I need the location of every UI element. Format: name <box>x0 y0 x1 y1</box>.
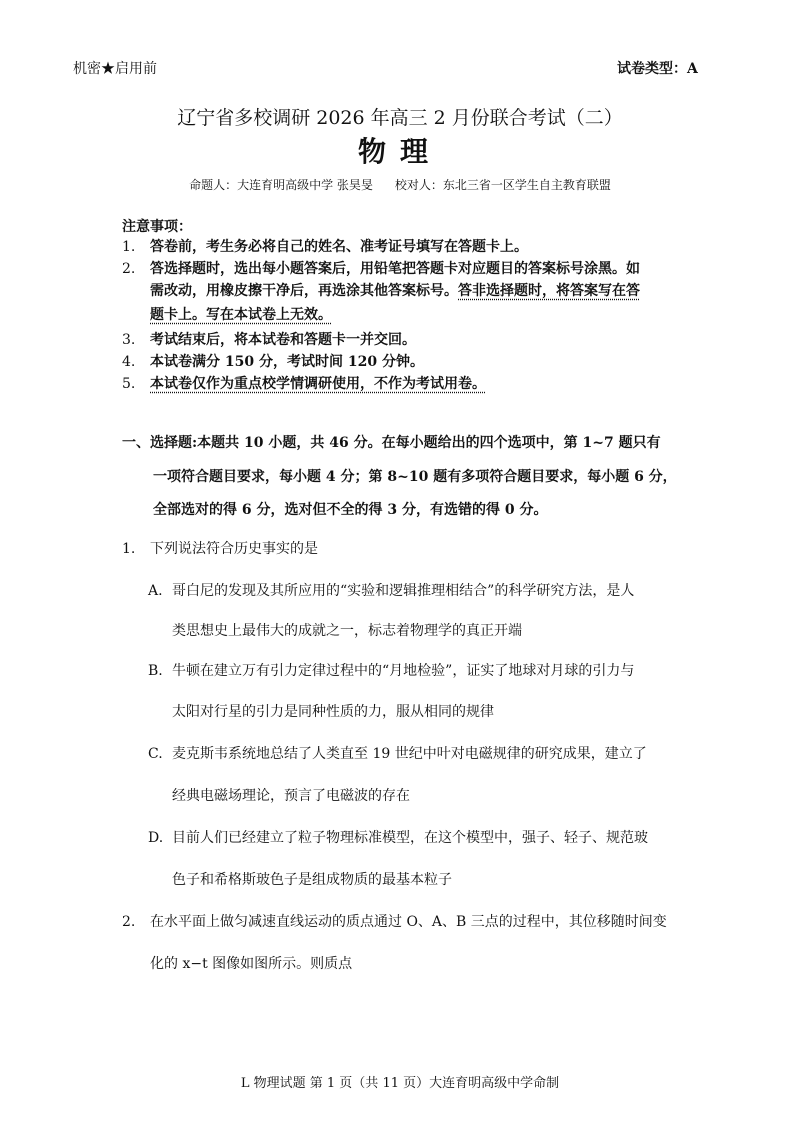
notice-number: 2. <box>122 261 136 277</box>
option-text: 目前人们已经建立了粒子物理标准模型，在这个模型中，强子、轻子、规范玻 <box>172 830 648 846</box>
section-heading: 一、选择题:本题共 10 小题，共 46 分。在每小题给出的四个选项中，第 1~7 题只有 <box>122 435 661 451</box>
notice-item <box>122 236 528 256</box>
subject-title: 物理 <box>357 135 442 168</box>
notice-number: 3. <box>122 332 136 348</box>
reviewer: 校对人：东北三省一区学生自主教育联盟 <box>394 178 611 192</box>
option-d-continued: 色子和希格斯玻色子是组成物质的最基本粒子 <box>172 872 452 888</box>
notice-text-emphasis: 答非选择题时，将答案写在答 <box>458 283 640 299</box>
paper-type-label: 试卷类型：A <box>617 61 698 77</box>
confidential-label: 机密★启用前 <box>73 61 157 77</box>
notice-item <box>122 351 424 371</box>
question-1-stem <box>122 538 318 558</box>
question-number: 1. <box>122 541 136 557</box>
option-c <box>148 743 647 763</box>
page-footer: L 物理试题 第 1 页（共 11 页）大连育明高级中学命制 <box>240 1076 560 1091</box>
option-a-continued: 类思想史上最伟大的成就之一，标志着物理学的真正开端 <box>172 623 522 639</box>
notice-item <box>122 329 416 349</box>
question-text: 在水平面上做匀减速直线运动的质点通过 O、A、B 三点的过程中，其位移随时间变 <box>150 914 667 930</box>
option-text: 麦克斯韦系统地总结了人类直至 19 世纪中叶对电磁规律的研究成果，建立了 <box>172 746 647 762</box>
notice-number: 4. <box>122 354 136 370</box>
notice-title: 注意事项： <box>122 219 192 235</box>
notice-text-emphasis: 本试卷仅作为重点校学情调研使用，不作为考试用卷。 <box>150 376 486 392</box>
option-letter: B. <box>148 663 163 679</box>
option-b <box>148 660 634 680</box>
option-letter: C. <box>148 746 163 762</box>
notice-number: 5. <box>122 376 136 392</box>
option-letter: A. <box>148 583 163 599</box>
option-letter: D. <box>148 830 164 846</box>
section-heading-continued: 全部选对的得 6 分，选对但不全的得 3 分，有选错的得 0 分。 <box>153 502 548 518</box>
notice-text-continued <box>150 304 332 324</box>
notice-number: 1. <box>122 239 136 255</box>
question-text: 下列说法符合历史事实的是 <box>150 541 318 557</box>
notice-text: 答卷前，考生务必将自己的姓名、准考证号填写在答题卡上。 <box>150 239 528 255</box>
notice-text: 本试卷满分 150 分，考试时间 120 分钟。 <box>150 354 424 370</box>
author: 命题人：大连育明高级中学 张昊旻 <box>189 178 373 192</box>
option-a <box>148 580 634 600</box>
section-heading-continued: 一项符合题目要求，每小题 4 分；第 8~10 题有多项符合题目要求，每小题 6 分， <box>153 469 677 485</box>
notice-item <box>122 373 486 393</box>
author-line <box>0 176 800 193</box>
notice-text: 考试结束后，将本试卷和答题卡一并交回。 <box>150 332 416 348</box>
question-2-stem <box>122 911 667 931</box>
option-text: 哥白尼的发现及其所应用的“实验和逻辑推理相结合”的科学研究方法，是人 <box>172 583 635 599</box>
notice-text-emphasis: 题卡上。写在本试卷上无效。 <box>150 307 332 323</box>
option-text: 牛顿在建立万有引力定律过程中的“月地检验”，证实了地球对月球的引力与 <box>172 663 635 679</box>
notice-text: 需改动，用橡皮擦干净后，再选涂其他答案标号。 <box>150 283 458 299</box>
notice-text: 答选择题时，选出每小题答案后，用铅笔把答题卡对应题目的答案标号涂黑。如 <box>150 261 640 277</box>
option-d <box>148 827 648 847</box>
question-2-continued: 化的 x−t 图像如图所示。则质点 <box>150 956 353 972</box>
exam-title: 辽宁省多校调研 2026 年高三 2 月份联合考试（二） <box>177 107 623 129</box>
notice-item <box>122 258 640 278</box>
question-number: 2. <box>122 914 136 930</box>
option-c-continued: 经典电磁场理论，预言了电磁波的存在 <box>172 788 410 804</box>
option-b-continued: 太阳对行星的引力是同种性质的力，服从相同的规律 <box>172 704 494 720</box>
notice-text-continued <box>150 280 640 300</box>
